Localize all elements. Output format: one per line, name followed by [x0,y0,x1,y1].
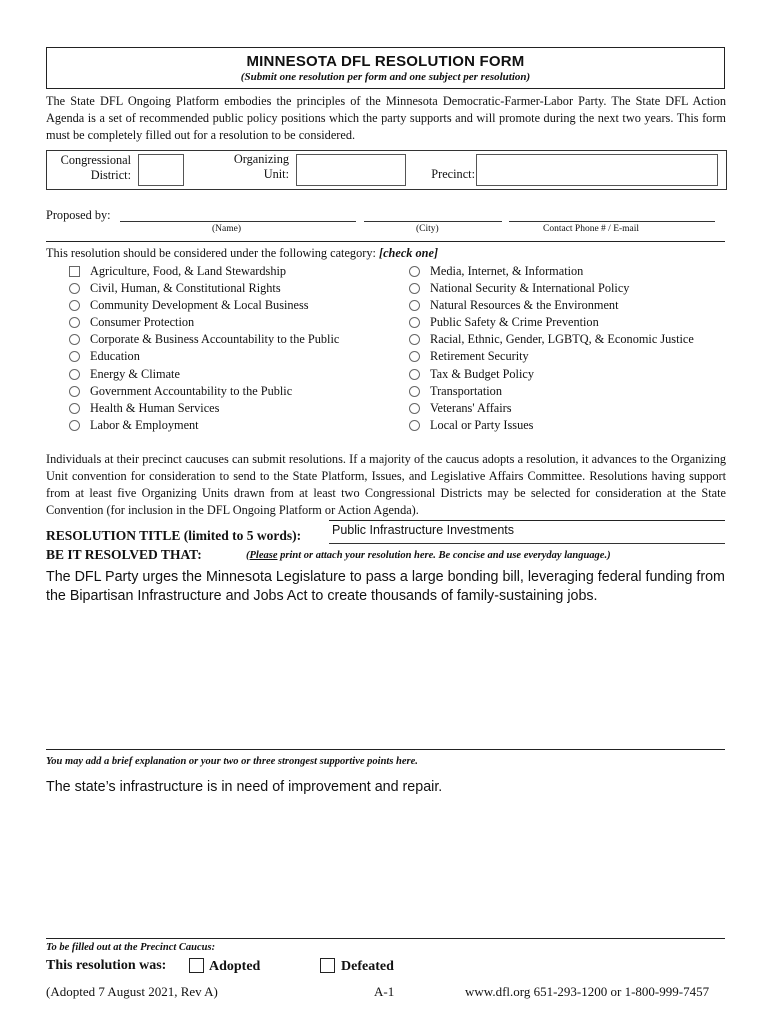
category-option[interactable]: Labor & Employment [66,417,339,434]
resolved-label: BE IT RESOLVED THAT: [46,547,202,562]
category-option[interactable]: Tax & Budget Policy [406,366,694,383]
footer-version: (Adopted 7 August 2021, Rev A) [46,984,218,999]
divider [46,749,725,750]
divider [46,938,725,939]
radio-icon[interactable] [69,334,80,345]
radio-icon[interactable] [409,403,420,414]
category-option[interactable]: Veterans' Affairs [406,400,694,417]
category-option[interactable]: Civil, Human, & Constitutional Rights [66,280,339,297]
category-option[interactable]: Community Development & Local Business [66,297,339,314]
name-line[interactable] [120,221,356,222]
category-option[interactable]: Local or Party Issues [406,417,694,434]
page-subtitle: (Submit one resolution per form and one subject per resolution) [240,71,531,83]
adopted-label: Adopted [209,959,261,974]
checkbox-icon[interactable] [69,266,80,277]
congressional-district-label: Congressional District: [60,153,131,182]
radio-icon[interactable] [409,317,420,328]
precinct-field[interactable] [476,154,718,186]
radio-icon[interactable] [409,266,420,277]
support-text-field[interactable]: The state’s infrastructure is in need of improvement and repair. [46,779,443,795]
radio-icon[interactable] [69,420,80,431]
congressional-district-field[interactable] [138,154,184,186]
resolution-title-label: RESOLUTION TITLE (limited to 5 words): [46,528,302,543]
category-option[interactable]: Natural Resources & the Environment [406,297,694,314]
caucus-note: To be filled out at the Precinct Caucus: [46,942,216,953]
category-option[interactable]: Racial, Ethnic, Gender, LGBTQ, & Economic Justice [406,331,694,348]
category-heading: This resolution should be considered under the following category: [check one] [46,246,439,260]
category-option[interactable]: Media, Internet, & Information [406,263,694,280]
name-caption: (Name) [212,224,242,234]
footer-page-number: A-1 [374,984,395,999]
resolution-title-field[interactable]: Public Infrastructure Investments [332,523,515,537]
category-option[interactable]: Public Safety & Crime Prevention [406,314,694,331]
radio-icon[interactable] [69,317,80,328]
resolution-was-label: This resolution was: [46,958,167,973]
process-paragraph: Individuals at their precinct caucuses can submit resolutions. If a majority of the caucus adopts a resolution, it advances to the Organizing Unit convention for consideration to send to the State Platform, Issues, and Legislative Affairs Committee. Resolutions having support from at least five Organizing Units drawn from at least two Congressional Districts may be selected for consideration at the State Convention (for inclusion in the DFL Ongoing Platform or Action Agenda). [46,452,726,517]
category-option[interactable]: Energy & Climate [66,366,339,383]
radio-icon[interactable] [409,369,420,380]
radio-icon[interactable] [69,386,80,397]
radio-icon[interactable] [409,386,420,397]
location-fields [46,150,727,190]
category-option[interactable]: Agriculture, Food, & Land Stewardship [66,263,339,280]
city-line[interactable] [364,221,502,222]
radio-icon[interactable] [409,420,420,431]
resolved-note: (Please print or attach your resolution here. Be concise and use everyday language.) [246,550,611,561]
contact-caption: Contact Phone # / E-mail [543,224,640,234]
radio-icon[interactable] [409,334,420,345]
radio-icon[interactable] [69,369,80,380]
city-caption: (City) [416,224,439,234]
precinct-label: Precinct: [431,167,475,181]
resolution-text-field[interactable]: The DFL Party urges the Minnesota Legislature to pass a large bonding bill, leveraging federal funding from the Bipartisan Infrastructure and Jobs Act to create thousands of family-sustaining jobs. [46,569,725,604]
support-note: You may add a brief explanation or your two or three strongest supportive points here. [46,756,418,767]
radio-icon[interactable] [409,300,420,311]
title-underline [329,543,725,544]
category-option[interactable]: Retirement Security [406,348,694,365]
title-top-rule [329,520,725,521]
proposed-by-label: Proposed by: [46,208,111,222]
category-option[interactable]: Education [66,348,339,365]
radio-icon[interactable] [69,351,80,362]
contact-line[interactable] [509,221,715,222]
radio-icon[interactable] [69,300,80,311]
category-option[interactable]: Transportation [406,383,694,400]
form-title-box [46,47,725,89]
intro-paragraph: The State DFL Ongoing Platform embodies the principles of the Minnesota Democratic-Farmer-Labor Party. The State DFL Action Agenda is a set of recommended public policy positions which the party supports and will promote during the next two years. This form must be completely filled out for a resolution to be considered. [46,94,726,142]
category-option[interactable]: Health & Human Services [66,400,339,417]
radio-icon[interactable] [69,403,80,414]
footer-contact: www.dfl.org 651-293-1200 or 1-800-999-7457 [465,984,710,999]
adopted-checkbox[interactable] [189,958,204,973]
category-option[interactable]: Corporate & Business Accountability to the Public [66,331,339,348]
radio-icon[interactable] [69,283,80,294]
category-list-right [406,263,694,434]
defeated-label: Defeated [341,959,394,974]
category-option[interactable]: Consumer Protection [66,314,339,331]
category-option[interactable]: National Security & International Policy [406,280,694,297]
page-title: MINNESOTA DFL RESOLUTION FORM [246,53,525,70]
radio-icon[interactable] [409,351,420,362]
organizing-unit-label: Organizing Unit: [233,152,289,181]
radio-icon[interactable] [409,283,420,294]
category-list-left [66,263,339,434]
category-option[interactable]: Government Accountability to the Public [66,383,339,400]
defeated-checkbox[interactable] [320,958,335,973]
divider [46,241,725,242]
organizing-unit-field[interactable] [296,154,406,186]
